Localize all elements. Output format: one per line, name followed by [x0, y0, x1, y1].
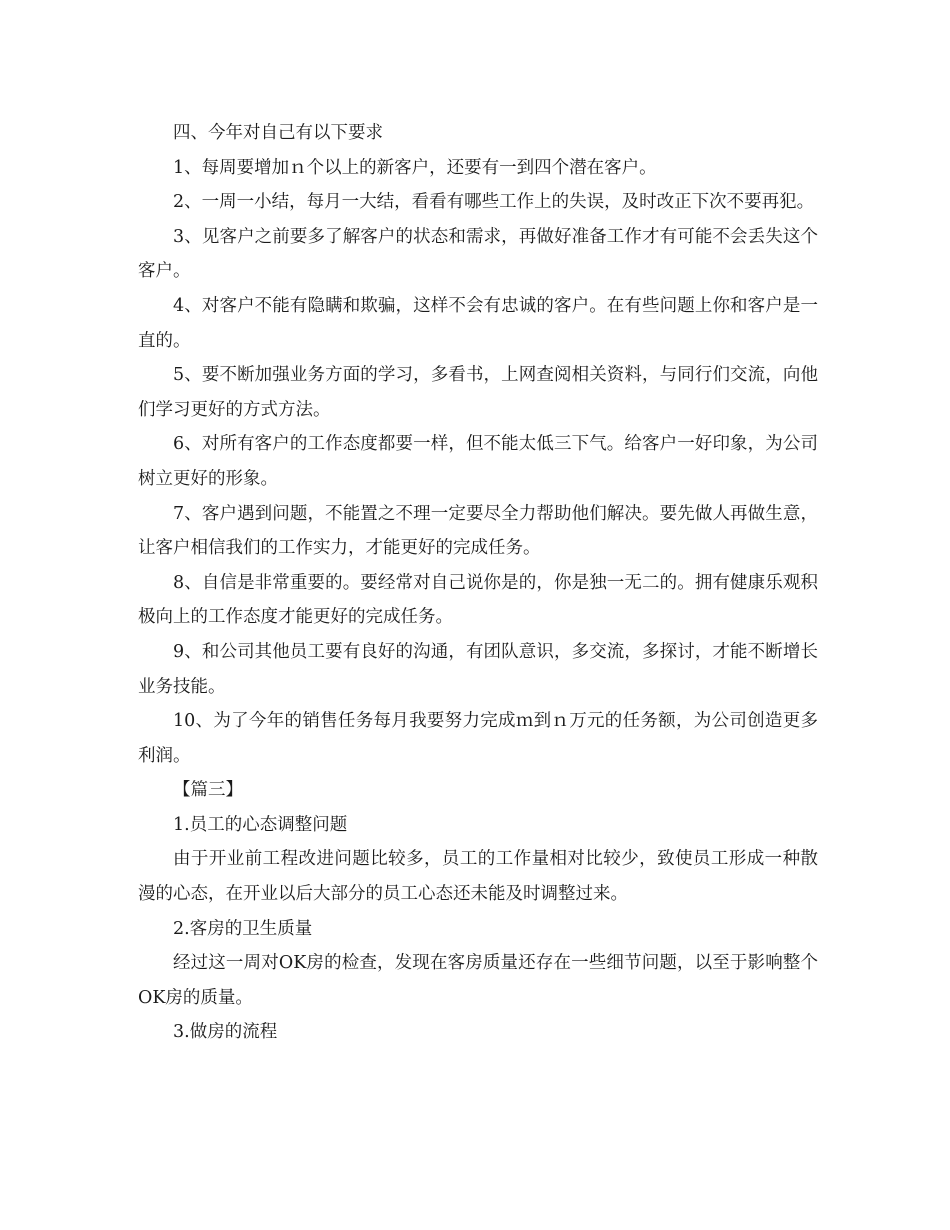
requirement-item-8: 8、自信是非常重要的。要经常对自己说你是的，你是独一无二的。拥有健康乐观积极向上的工作态度才能更好的完成任务。: [138, 572, 818, 628]
subheading-staff-mindset: 1.员工的心态调整问题: [173, 814, 348, 835]
requirement-item-4: 4、对客户不能有隐瞒和欺骗，这样不会有忠诚的客户。在有些问题上你和客户是一直的。: [138, 295, 818, 351]
subheading-room-hygiene: 2.客房的卫生质量: [173, 918, 313, 939]
paragraph-room-hygiene: 经过这一周对OK房的检查，发现在客房质量还存在一些细节问题，以至于影响整个OK房的质量。: [138, 953, 818, 1008]
requirement-item-9: 9、和公司其他员工要有良好的沟通，有团队意识，多交流，多探讨，才能不断增长业务技能。: [138, 641, 818, 697]
document-body: [138, 116, 818, 1050]
requirement-item-3: 3、见客户之前要多了解客户的状态和需求，再做好准备工作才有可能不会丢失这个客户。: [138, 226, 818, 282]
requirement-item-7: 7、客户遇到问题，不能置之不理一定要尽全力帮助他们解决。要先做人再做生意，让客户相信我们的工作实力，才能更好的完成任务。: [138, 503, 818, 559]
subheading-room-process: 3.做房的流程: [173, 1022, 278, 1043]
section-heading-part-three: 【篇三】: [173, 780, 243, 801]
requirement-item-1: 1、每周要增加ｎ个以上的新客户，还要有一到四个潜在客户。: [173, 157, 657, 178]
requirement-item-5: 5、要不断加强业务方面的学习，多看书，上网查阅相关资料，与同行们交流，向他们学习更好的方式方法。: [138, 365, 818, 420]
paragraph-staff-mindset: 由于开业前工程改进问题比较多，员工的工作量相对比较少，致使员工形成一种散漫的心态，在开业以后大部分的员工心态还未能及时调整过来。: [138, 849, 818, 905]
requirement-item-2: 2、一周一小结，每月一大结，看看有哪些工作上的失误，及时改正下次不要再犯。: [173, 192, 815, 213]
requirement-item-10: 10、为了今年的销售任务每月我要努力完成ｍ到ｎ万元的任务额，为公司创造更多利润。: [138, 711, 818, 766]
requirement-item-6: 6、对所有客户的工作态度都要一样，但不能太低三下气。给客户一好印象，为公司树立更好的形象。: [138, 434, 818, 489]
section-heading-requirements: 四、今年对自己有以下要求: [173, 123, 383, 143]
